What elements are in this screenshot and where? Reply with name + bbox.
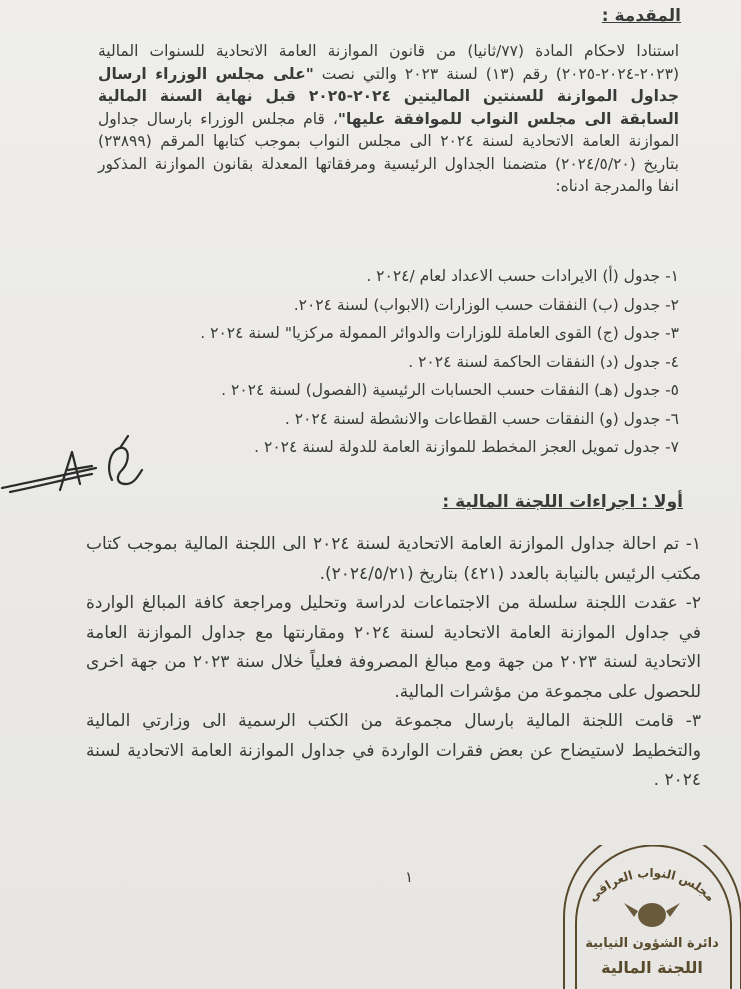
intro-paragraph	[98, 40, 679, 198]
svg-text:مجلس النواب العراقي	[586, 866, 718, 905]
heading-introduction: المقدمة :	[601, 6, 681, 26]
intro-text-part2: ، قام مجلس الوزراء بارسال جداول الموازنة العامة الاتحادية لسنة ٢٠٢٤ الى مجلس النواب بموجب كتابها المرقم (٢٣٨٩٩) بتاريخ (٢٠٢٤/٥/٢٠) متضمنا الجداول الرئيسية ومرفقاتها المعدلة بقانون الموازنة المذكور انفا والمدرجة ادناه:	[98, 109, 680, 195]
section-title-committee-procedures: أولا : اجراءات اللجنة المالية :	[442, 492, 683, 512]
list-item: ٣- جدول (ج) القوى العاملة للوزارات والدوائر الممولة مركزيا" لسنة ٢٠٢٤ .	[200, 324, 679, 342]
official-stamp	[554, 845, 741, 989]
list-item: ٤- جدول (د) النفقات الحاكمة لسنة ٢٠٢٤ .	[408, 352, 679, 371]
handwritten-signature	[0, 430, 160, 500]
stamp-top-text: مجلس النواب العراقي	[585, 865, 718, 905]
stamp-middle-text: دائرة الشؤون النيابية	[585, 936, 719, 951]
list-item: ٢- جدول (ب) النفقات حسب الوزارات (الابواب) لسنة ٢٠٢٤.	[293, 295, 679, 314]
list-item: ١- جدول (أ) الايرادات حسب الاعداد لعام /٢٠٢٤ .	[366, 267, 679, 285]
page-number: ١	[405, 868, 414, 886]
intro-text-quote: "على مجلس الوزراء ارسال جداول الموازنة للسنتين الماليتين ٢٠٢٤-٢٠٢٥ قبل نهاية السنة المالية السابقة الى مجلس النواب للموافقة عليها"	[98, 64, 680, 128]
list-item: ٢- عقدت اللجنة سلسلة من الاجتماعات لدراسة وتحليل ومراجعة كافة المبالغ الواردة في جداول الموازنة العامة الاتحادية لسنة ٢٠٢٤ ومقارنتها مع جداول الموازنة العامة الاتحادية لسنة ٢٠٢٣ من جهة ومع مبالغ المصروفة فعلياً خلال سنة ٢٠٢٣ من جهة اخرى للحصول على مجموعة من مؤشرات المالية.	[86, 593, 701, 702]
list-item: ٣- قامت اللجنة المالية بارسال مجموعة من الكتب الرسمية الى وزارتي المالية والتخطيط لاستيضاح عن بعض فقرات الواردة في جداول الموازنة العامة الاتحادية لسنة ٢٠٢٤ .	[86, 711, 701, 790]
stamp-bottom-text: اللجنة المالية	[601, 958, 703, 977]
intro-text-part1: استنادا لاحكام المادة (٧٧/ثانيا) من قانون الموازنة العامة الاتحادية للسنوات المالية (٢٠٢٣-٢٠٢٤-٢٠٢٥) رقم (١٣) لسنة ٢٠٢٣ والتي نصت	[98, 42, 679, 83]
list-item: ٥- جدول (هـ) النفقات حسب الحسابات الرئيسية (الفصول) لسنة ٢٠٢٤ .	[221, 381, 679, 399]
list-item: ٦- جدول (و) النفقات حسب القطاعات والانشطة لسنة ٢٠٢٤ .	[284, 409, 679, 428]
committee-steps-list	[86, 530, 701, 796]
list-item: ١- تم احالة جداول الموازنة العامة الاتحادية لسنة ٢٠٢٤ الى اللجنة المالية بموجب كتاب مكتب الرئيس بالنيابة بالعدد (٤٢١) بتاريخ (٢٠٢٤/٥/٢١).	[86, 534, 702, 584]
list-item: ٧- جدول تمويل العجز المخطط للموازنة العامة للدولة لسنة ٢٠٢٤ .	[254, 438, 679, 456]
